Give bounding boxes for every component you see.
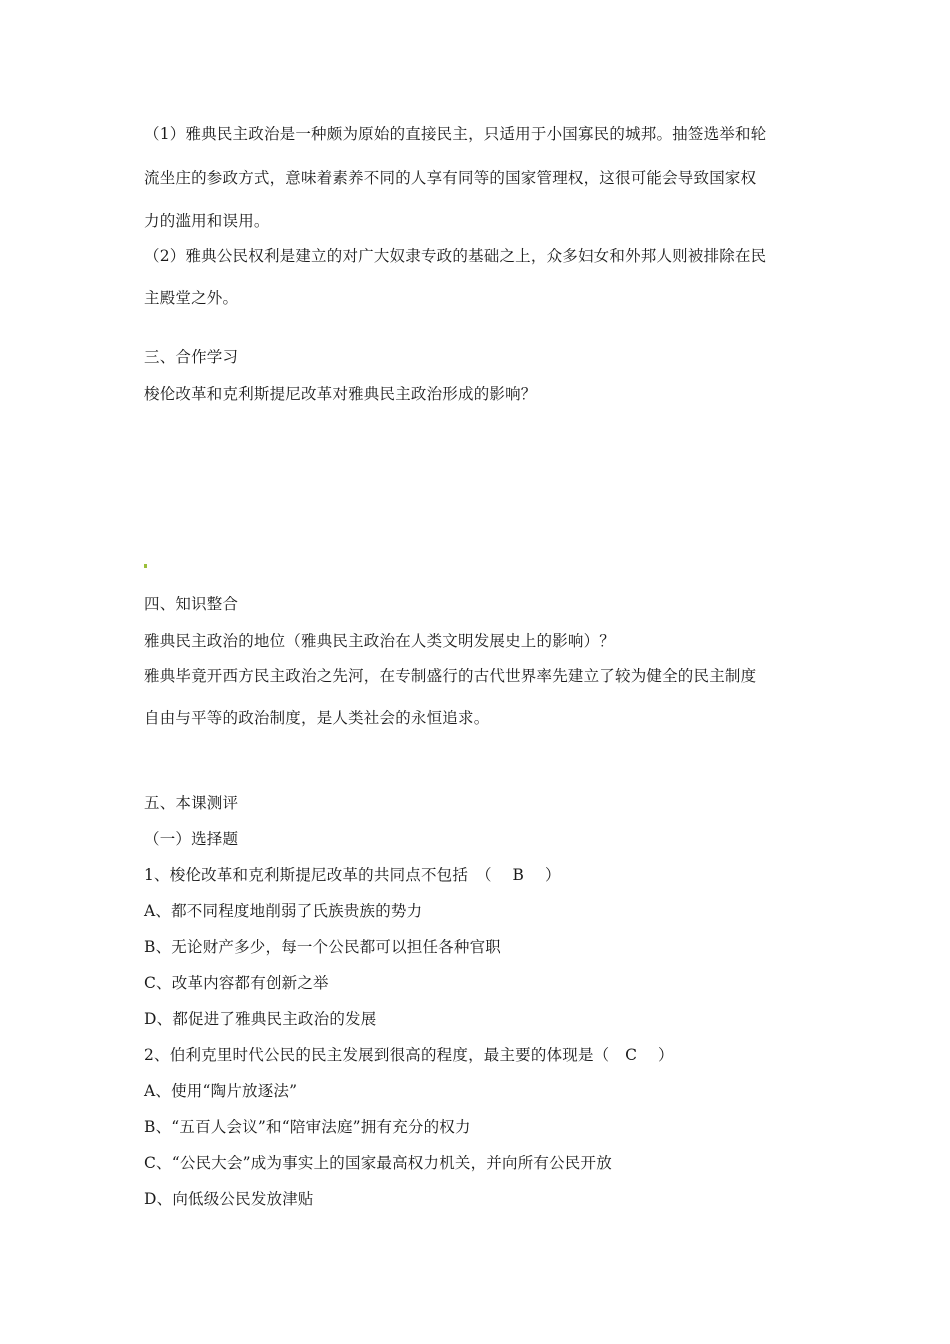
section-4-answer-line-2: 自由与平等的政治制度，是人类社会的永恒追求。 — [144, 709, 490, 727]
question-2-option-b: B、“五百人会议”和“陪审法庭”拥有充分的权力 — [144, 1118, 471, 1136]
question-1-option-d: D、都促进了雅典民主政治的发展 — [144, 1010, 377, 1028]
section-4-heading: 四、知识整合 — [144, 595, 239, 613]
question-2-option-c: C、“公民大会”成为事实上的国家最高权力机关，并向所有公民开放 — [144, 1154, 612, 1172]
section-4-answer-line-1: 雅典毕竟开西方民主政治之先河，在专制盛行的古代世界率先建立了较为健全的民主制度 — [144, 667, 757, 685]
question-2-stem: 2、伯利克里时代公民的民主发展到很高的程度，最主要的体现是（ C ） — [144, 1046, 674, 1064]
paragraph-1-line-3: 力的滥用和误用。 — [144, 212, 270, 230]
section-4-question: 雅典民主政治的地位（雅典民主政治在人类文明发展史上的影响）？ — [144, 632, 616, 650]
question-2-option-a: A、使用“陶片放逐法” — [144, 1082, 298, 1100]
section-3-heading: 三、合作学习 — [144, 348, 239, 366]
stray-mark — [144, 564, 147, 568]
paragraph-2-line-1: （2）雅典公民权利是建立的对广大奴隶专政的基础之上，众多妇女和外邦人则被排除在民 — [144, 247, 767, 265]
question-1-stem: 1、梭伦改革和克利斯提尼改革的共同点不包括 （ B ） — [144, 866, 561, 884]
paragraph-1-line-1: （1）雅典民主政治是一种颇为原始的直接民主，只适用于小国寡民的城邦。抽签选举和轮 — [144, 125, 767, 143]
paragraph-1-line-2: 流坐庄的参政方式，意味着素养不同的人享有同等的国家管理权，这很可能会导致国家权 — [144, 169, 757, 187]
section-5-subheading: （一）选择题 — [144, 830, 239, 848]
question-1-option-c: C、改革内容都有创新之举 — [144, 974, 329, 992]
question-1-option-a: A、都不同程度地削弱了氏族贵族的势力 — [144, 902, 423, 920]
section-5-heading: 五、本课测评 — [144, 794, 239, 812]
question-2-option-d: D、向低级公民发放津贴 — [144, 1190, 314, 1208]
question-1-option-b: B、无论财产多少，每一个公民都可以担任各种官职 — [144, 938, 501, 956]
section-3-question: 梭伦改革和克利斯提尼改革对雅典民主政治形成的影响？ — [144, 385, 537, 403]
paragraph-2-line-2: 主殿堂之外。 — [144, 289, 239, 307]
